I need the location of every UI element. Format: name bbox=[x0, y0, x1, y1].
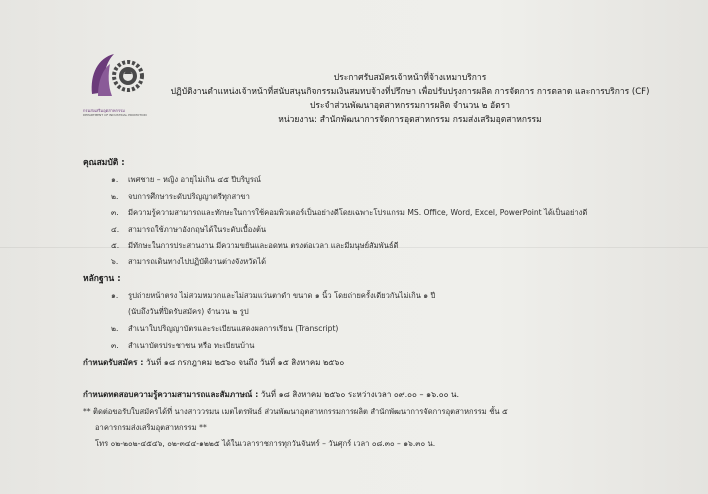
qualifications-heading: คุณสมบัติ : bbox=[83, 158, 125, 168]
evidence-heading: หลักฐาน : bbox=[83, 274, 121, 284]
agency-line: หน่วยงาน: สำนักพัฒนาการจัดการอุตสาหกรรม กรมส่งเสริมอุตสาหกรรม bbox=[278, 115, 542, 125]
qualification-item: ๒. จบการศึกษาระดับปริญญาตรีทุกสาขา bbox=[111, 192, 250, 201]
logo-caption-thai: กรมส่งเสริมอุตสาหกรรม bbox=[83, 108, 125, 113]
application-dates: วันที่ ๑๘ กรกฎาคม ๒๕๖๐ จนถึง วันที่ ๑๕ สิงหาคม ๒๕๖๐ bbox=[143, 358, 345, 367]
evidence-item: ๒. สำเนาใบปริญญาบัตรและระเบียนแสดงผลการเรียน (Transcript) bbox=[111, 324, 339, 333]
position-title: ปฏิบัติงานตำแหน่งเจ้าหน้าที่สนับสนุนกิจกรรมเงินสมทบจ้างที่ปรึกษา เพื่อปรับปรุงการผลิต การจัดการ การตลาด และการบริการ (CF) bbox=[170, 87, 650, 97]
interview-schedule bbox=[83, 388, 459, 401]
announcement-title: ประกาศรับสมัครเจ้าหน้าที่จ้างเหมาบริการ bbox=[333, 73, 487, 83]
application-period bbox=[83, 356, 344, 369]
evidence-item: ๑. รูปถ่ายหน้าตรง ไม่สวมหมวกและไม่สวมแว่นตาดำ ขนาด ๑ นิ้ว โดยถ่ายครั้งเดียวกันไม่เกิน ๑ ปี bbox=[111, 291, 436, 300]
contact-line: ** ติดต่อขอรับใบสมัครได้ที่ นางสาววรมน เมตไตรพันธ์ ส่วนพัฒนาอุตสาหกรรมการผลิต สำนักพัฒนาการจัดการอุตสาหกรรม ชั้น ๕ bbox=[83, 407, 508, 416]
evidence-item-continuation: (นับถึงวันที่ปิดรับสมัคร) จำนวน ๒ รูป bbox=[128, 307, 249, 316]
logo-caption-english: DEPARTMENT OF INDUSTRIAL PROMOTION bbox=[83, 113, 147, 117]
interview-label: กำหนดทดสอบความรู้ความสามารถและสัมภาษณ์ : bbox=[83, 390, 259, 399]
qualification-item: ๓. มีความรู้ความสามารถและทักษะในการใช้คอมพิวเตอร์เป็นอย่างดีโดยเฉพาะโปรแกรม MS. Office, Word, Excel, PowerPoint ได้เป็นอย่างดี bbox=[111, 208, 588, 217]
division-line: ประจำส่วนพัฒนาอุตสาหกรรมการผลิต จำนวน ๒ อัตรา bbox=[310, 101, 510, 111]
qualification-item: ๖. สามารถเดินทางไปปฏิบัติงานต่างจังหวัดได้ bbox=[111, 257, 267, 266]
qualification-item: ๕. มีทักษะในการประสานงาน มีความขยันและอดทน ตรงต่อเวลา และมีมนุษย์สัมพันธ์ดี bbox=[111, 241, 399, 250]
interview-date: วันที่ ๑๘ สิงหาคม ๒๕๖๐ ระหว่างเวลา ๐๙.๐๐ – ๑๖.๐๐ น. bbox=[258, 390, 460, 399]
evidence-item: ๓. สำเนาบัตรประชาชน หรือ ทะเบียนบ้าน bbox=[111, 341, 255, 350]
qualification-item: ๔. สามารถใช้ภาษาอังกฤษได้ในระดับเบื้องต้น bbox=[111, 225, 267, 234]
contact-building: อาคารกรมส่งเสริมอุตสาหกรรม ** bbox=[95, 423, 207, 432]
qualification-item: ๑. เพศชาย – หญิง อายุไม่เกิน ๔๕ ปีบริบูรณ์ bbox=[111, 175, 261, 184]
contact-phone: โทร ๐๒-๒๐๒-๔๕๔๖, ๐๒-๓๔๔-๑๒๒๕ ได้ในเวลาราชการทุกวันจันทร์ – วันศุกร์ เวลา ๐๘.๓๐ – ๑๖.๓๐ น. bbox=[95, 439, 436, 448]
application-label: กำหนดรับสมัคร : bbox=[83, 358, 144, 367]
